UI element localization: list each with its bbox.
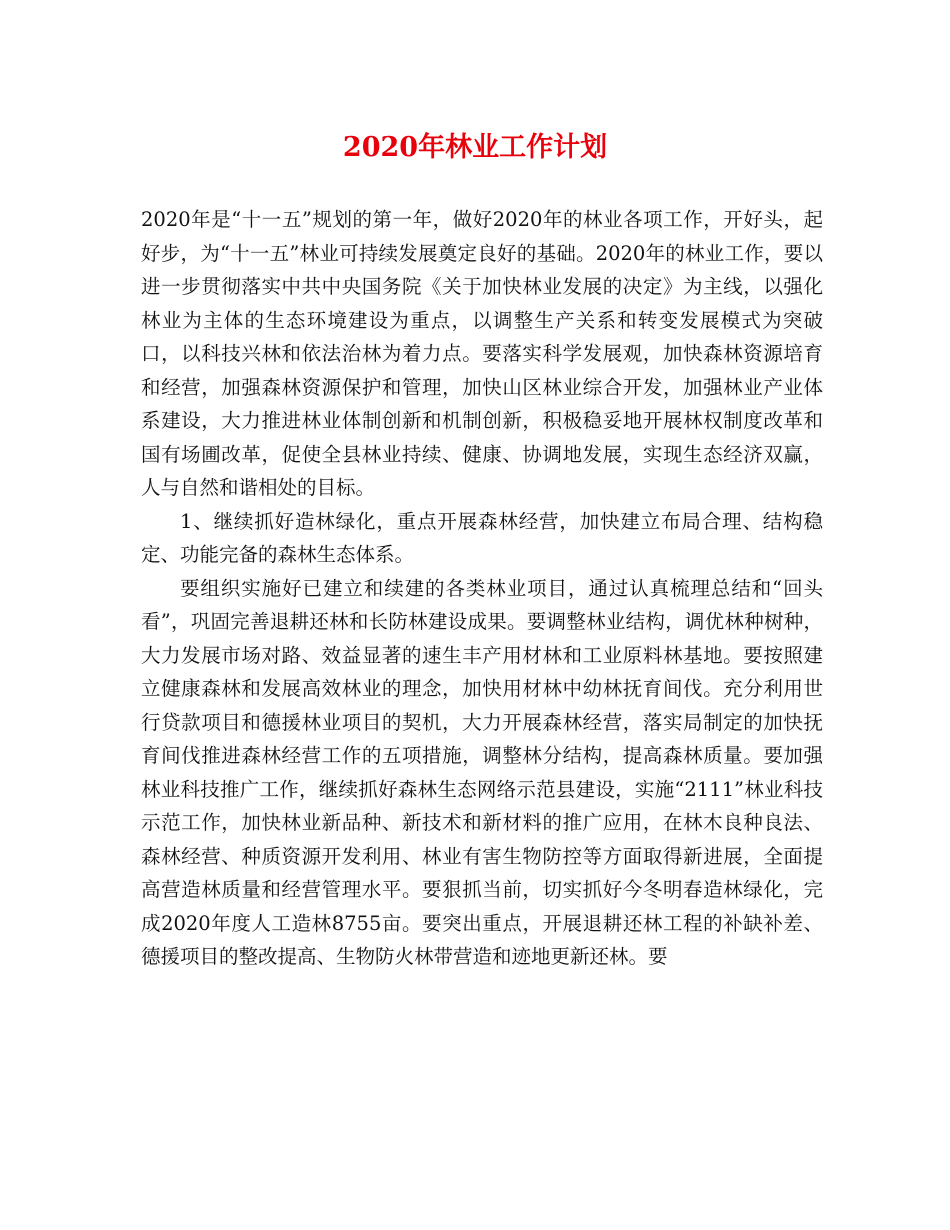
paragraph-section-1-heading: 1、继续抓好造林绿化，重点开展森林经营，加快建立布局合理、结构稳定、功能完备的森林生态体系。	[141, 509, 823, 566]
paragraph-intro: 2020年是“十一五”规划的第一年，做好2020年的林业各项工作，开好头，起好步，为“十一五”林业可持续发展奠定良好的基础。2020年的林业工作，要以进一步贯彻落实中共中央国务院《关于加快林业发展的决定》为主线，以强化林业为主体的生态环境建设为重点，以调整生产关系和转变发展模式为突破口，以科技兴林和依法治林为着力点。要落实科学发展观，加快森林资源培育和经营，加强森林资源保护和管理，加快山区林业综合开发，加强林业产业体系建设，大力推进林业体制创新和机制创新，积极稳妥地开展林权制度改革和国有场圃改革，促使全县林业持续、健康、协调地发展，实现生态经济双赢，人与自然和谐相处的目标。	[141, 208, 823, 499]
document-title: 2020年林业工作计划	[342, 132, 608, 163]
document-body	[141, 203, 823, 974]
paragraph-section-1-body: 要组织实施好已建立和续建的各类林业项目，通过认真梳理总结和“回头看”，巩固完善退耕还林和长防林建设成果。要调整林业结构，调优林种树种，大力发展市场对路、效益显著的速生丰产用材林和工业原料林基地。要按照建立健康森林和发展高效林业的理念，加快用材林中幼林抚育间伐。充分利用世行贷款项目和德援林业项目的契机，大力开展森林经营，落实局制定的加快抚育间伐推进森林经营工作的五项措施，调整林分结构，提高森林质量。要加强林业科技推广工作，继续抓好森林生态网络示范县建设，实施“2111”林业科技示范工作，加快林业新品种、新技术和新材料的推广应用，在林木良种良法、森林经营、种质资源开发利用、林业有害生物防控等方面取得新进展，全面提高营造林质量和经营管理水平。要狠抓当前，切实抓好今冬明春造林绿化，完成2020年度人工造林8755亩。要突出重点，开展退耕还林工程的补缺补差、德援项目的整改提高、生物防火林带营造和迹地更新还林。要	[141, 576, 823, 968]
